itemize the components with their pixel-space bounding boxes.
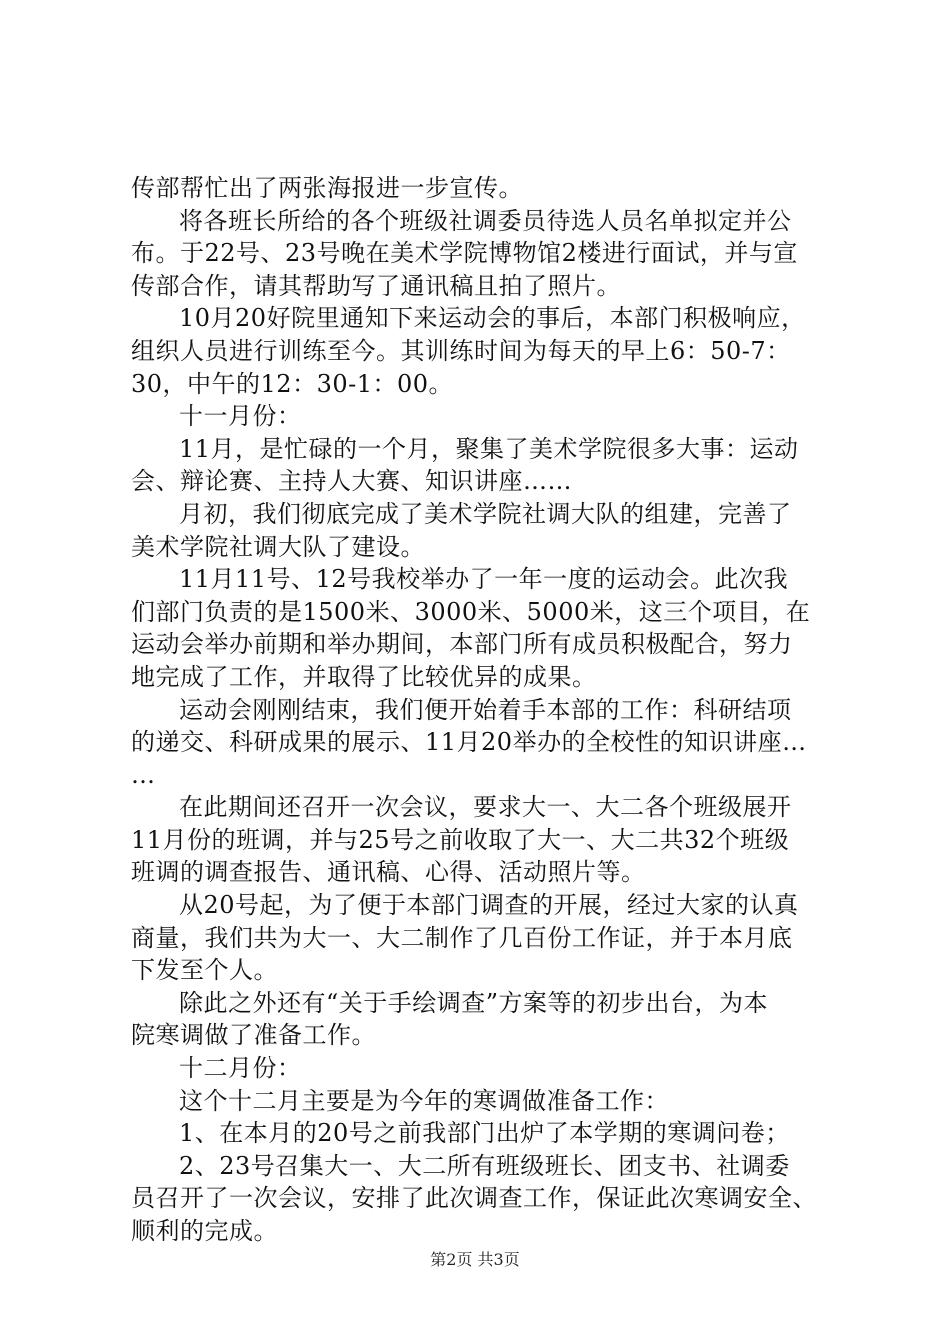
text-line: 地完成了工作，并取得了比较优异的成果。: [131, 662, 597, 691]
text-line: 除此之外还有“关于手绘调查”方案等的初步出台，为本: [179, 988, 769, 1017]
text-line: 员召开了一次会议，安排了此次调查工作，保证此次寒调安全、: [131, 1184, 817, 1213]
text-line: 美术学院社调大队了建设。: [131, 532, 425, 561]
text-line: 的递交、科研成果的展示、11月20举办的全校性的知识讲座…: [131, 728, 807, 757]
text-line: 运动会举办前期和举办期间，本部门所有成员积极配合，努力: [131, 630, 793, 659]
text-line: 十二月份：: [179, 1054, 302, 1083]
text-line: 运动会刚刚结束，我们便开始着手本部的工作：科研结项: [179, 695, 792, 724]
text-line: 下发至个人。: [131, 956, 278, 985]
text-line: 将各班长所给的各个班级社调委员待选人员名单拟定并公: [179, 206, 792, 235]
document-body: [131, 172, 851, 1248]
text-line: 11月份的班调，并与25号之前收取了大一、大二共32个班级: [131, 825, 790, 854]
text-line: 这个十二月主要是为今年的寒调做准备工作：: [179, 1086, 669, 1115]
text-line: 11月11号、12号我校举办了一年一度的运动会。此次我: [179, 565, 789, 594]
text-line: 30，中午的12：30-1：00。: [131, 369, 454, 398]
text-line: 在此期间还召开一次会议，要求大一、大二各个班级展开: [179, 793, 792, 822]
text-line: 月初，我们彻底完成了美术学院社调大队的组建，完善了: [179, 499, 792, 528]
text-line: 们部门负责的是1500米、3000米、5000米，这三个项目，在: [131, 597, 811, 626]
page-footer: 第2页 共3页: [430, 1250, 520, 1269]
text-line: 十一月份：: [179, 402, 302, 431]
text-line: 会、辩论赛、主持人大赛、知识讲座……: [131, 467, 572, 496]
text-line: 传部帮忙出了两张海报进一步宣传。: [131, 174, 523, 202]
text-line: 1、在本月的20号之前我部门出炉了本学期的寒调问卷；: [179, 1119, 790, 1148]
text-line: 10月20好院里通知下来运动会的事后，本部门积极响应，: [179, 304, 806, 333]
text-line: 布。于22号、23号晚在美术学院博物馆2楼进行面试，并与宣: [131, 239, 798, 268]
text-line: 从20号起，为了便于本部门调查的开展，经过大家的认真: [179, 891, 799, 920]
text-line: …: [131, 760, 156, 789]
text-line: 11月，是忙碌的一个月，聚集了美术学院很多大事：运动: [179, 434, 799, 463]
text-line: 组织人员进行训练至今。其训练时间为每天的早上6：50-7：: [131, 336, 791, 365]
text-line: 院寒调做了准备工作。: [131, 1021, 376, 1050]
text-line: 2、23号召集大一、大二所有班级班长、团支书、社调委: [179, 1151, 790, 1180]
text-line: 顺利的完成。: [131, 1217, 278, 1245]
text-line: 传部合作，请其帮助写了通讯稿且拍了照片。: [131, 271, 621, 300]
text-line: 商量，我们共为大一、大二制作了几百份工作证，并于本月底: [131, 923, 793, 952]
text-line: 班调的调查报告、通讯稿、心得、活动照片等。: [131, 858, 646, 887]
